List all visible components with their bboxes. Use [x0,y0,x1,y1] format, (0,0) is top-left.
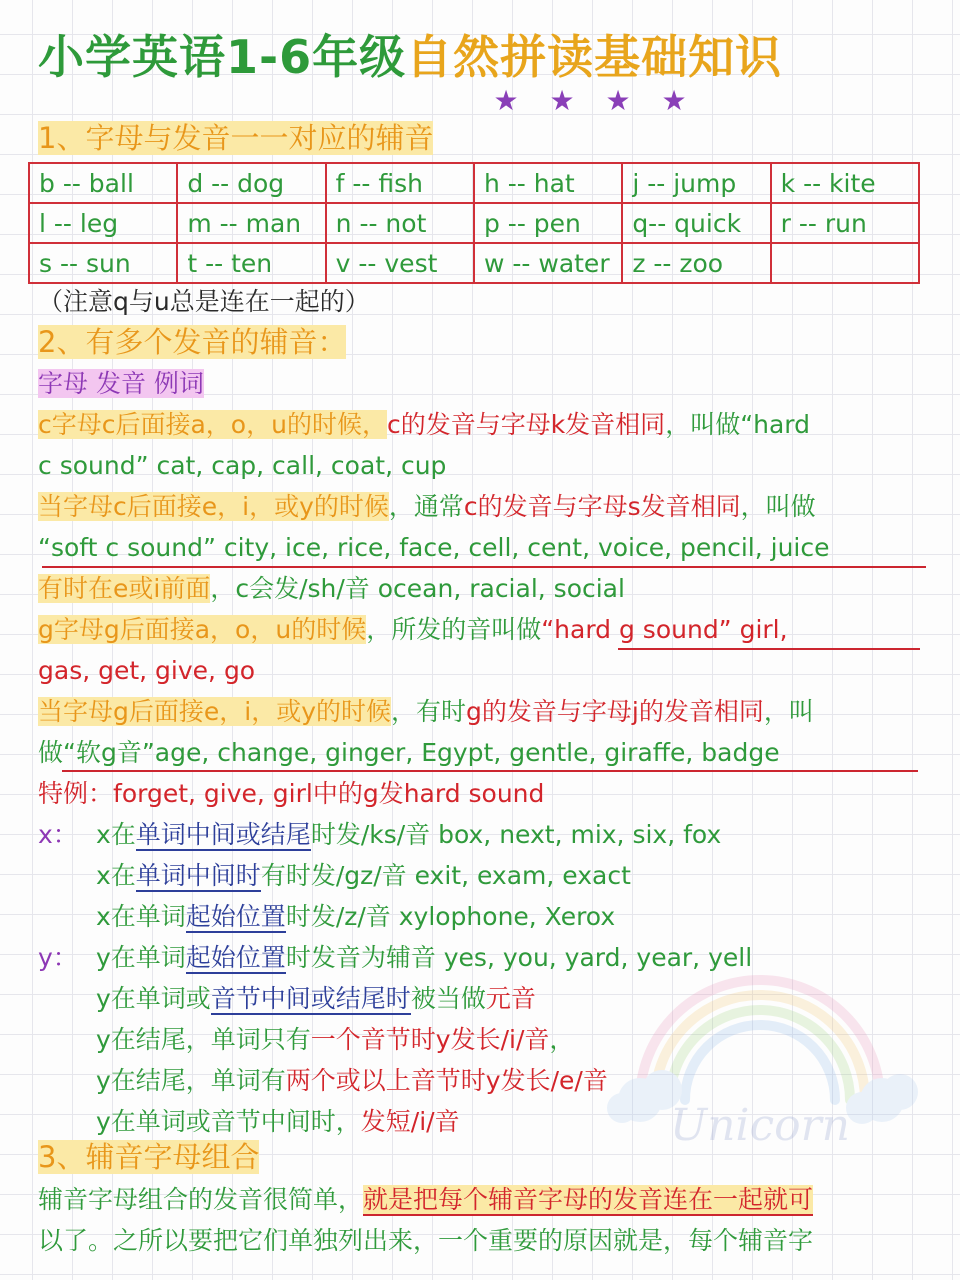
text-span: 时发/z/音 xylophone, Xerox [285,902,616,931]
c-rule-line1 [38,405,810,445]
table-cell: t -- ten [177,243,325,283]
text-span: y在单词或 [96,984,211,1013]
watermark-text: Unicorn [670,1100,850,1151]
text-span: ，所发的音叫做 [366,615,542,644]
underline [42,566,926,568]
y-rule-line5 [96,1102,460,1142]
g-rule-line1 [38,610,788,650]
y-rule-line4 [96,1061,608,1101]
underline [62,770,918,772]
section2-subheading-text: 字母 发音 例词 [38,369,204,398]
text-span: x在 [96,820,136,849]
text-span: ，通常 [388,492,464,521]
text-span: ， [549,1025,575,1054]
text-span: 当字母g后面接e，i，或y的时候 [38,697,391,726]
section3-line1 [38,1180,813,1220]
text-span: 有时发/gz/音 exit, exam, exact [260,861,631,890]
text-span: 辅音字母组合的发音很简单， [38,1185,364,1214]
x-label: x： [38,820,78,849]
text-span: 单词中间或结尾 [135,820,311,849]
table-cell: h -- hat [474,163,622,203]
table-cell [771,243,919,283]
y-rule-line2 [96,979,536,1019]
text-span: c的发音与字母k发音相同 [386,410,666,439]
underline [618,648,920,650]
section3-line2: 以了。之所以要把它们单独列出来，一个重要的原因就是，每个辅音字 [38,1226,814,1255]
text-span: “hard g sound” girl, [541,615,788,644]
section2-heading-text: 2、有多个发音的辅音： [38,325,347,359]
g-rule-line4: 做“软g音”age, change, ginger, Egypt, gentle, giraffe, badge [38,738,780,767]
text-span: 起始位置 [185,902,286,931]
text-span: ，叫做 [740,492,816,521]
text-span: y在结尾，单词有 [96,1066,286,1095]
table-row [29,163,919,203]
x-rule-line3 [96,897,615,937]
g-rule-line2: gas, get, give, go [38,656,256,685]
table-cell: w -- water [474,243,622,283]
table-cell: n -- not [326,203,474,243]
y-label: y： [38,943,78,972]
table-cell: v -- vest [326,243,474,283]
c-rule-line2: c sound” cat, cap, call, coat, cup [38,451,447,480]
title-part1: 小学英语1-6年级 [38,30,407,84]
table-cell: b -- ball [29,163,177,203]
text-span: ，有时 [391,697,467,726]
text-span: ，叫 [763,697,814,726]
text-span: 特例： [38,779,114,808]
text-span: 被当做 [410,984,486,1013]
table-cell: r -- run [771,203,919,243]
section2-subheading [38,364,204,404]
table-cell: d -- dog [177,163,325,203]
star-icon: ★ [549,84,575,117]
text-span: ，c会发/sh/音 ocean, racial, social [210,574,625,603]
table-row [29,203,919,243]
section1-heading [38,118,433,158]
unicorn-watermark [600,950,920,1160]
text-span: x在单词 [96,902,186,931]
x-rule-line2 [96,856,631,896]
text-span: y在单词 [96,943,186,972]
y-rule-line3 [96,1020,574,1060]
c-rule-line3 [38,487,816,527]
table-cell: p -- pen [474,203,622,243]
text-span: x在 [96,861,136,890]
text-span: 两个或以上音节时y发长/e/音 [285,1066,608,1095]
table-cell: s -- sun [29,243,177,283]
title-part2: 自然拼读基础知识 [406,30,783,84]
section1-note: （注意q与u总是连在一起的） [38,287,370,316]
text-span: 一个音节时y发长/i/音 [310,1025,550,1054]
table-cell: f -- fish [326,163,474,203]
table-cell: m -- man [177,203,325,243]
text-span: y在单词或音节中间时， [96,1107,361,1136]
text-span: c的发音与字母s发音相同 [463,492,741,521]
x-rule-line1 [96,815,721,855]
text-span: g的发音与字母j的发音相同 [466,697,764,726]
text-span: forget, give, girl中的g发hard sound [113,779,545,808]
text-span: 元音 [485,984,536,1013]
table-cell: z -- zoo [622,243,770,283]
star-icon: ★ [661,84,687,117]
text-span: 时发音为辅音 yes, you, yard, year, yell [285,943,753,972]
star-icon: ★ [605,84,631,117]
table-row [29,243,919,283]
section3-heading [38,1137,259,1177]
text-span: 发短/i/音 [360,1107,460,1136]
text-span: 就是把每个辅音字母的发音连在一起就可 [363,1185,814,1214]
table-cell: k -- kite [771,163,919,203]
text-span: 有时在e或i前面 [38,574,211,603]
consonant-table [28,162,920,284]
c-rule-line4: “soft c sound” city, ice, rice, face, cell, cent, voice, pencil, juice [38,533,830,562]
text-span: 时发/ks/音 box, next, mix, six, fox [310,820,722,849]
text-span: ，叫做“hard [665,410,811,439]
section2-heading [38,322,346,362]
section3-heading-text: 3、辅音字母组合 [38,1140,260,1174]
g-rule-line5 [38,774,544,814]
table-cell: l -- leg [29,203,177,243]
title-stars [478,84,702,116]
table-cell: j -- jump [622,163,770,203]
table-cell: q-- quick [622,203,770,243]
page-title [38,22,782,92]
text-span: g字母g后面接a，o，u的时候 [38,615,367,644]
star-icon: ★ [493,84,519,117]
c-rule-line5 [38,569,625,609]
text-span: y在结尾，单词只有 [96,1025,311,1054]
section1-heading-text: 1、字母与发音一一对应的辅音 [38,121,434,155]
text-span: c字母c后面接a，o，u的时候， [38,410,387,439]
g-rule-line3 [38,692,814,732]
text-span: 当字母c后面接e，i，或y的时候 [38,492,389,521]
text-span: 起始位置 [185,943,286,972]
text-span: 单词中间时 [135,861,261,890]
text-span: 音节中间或结尾时 [210,984,411,1013]
